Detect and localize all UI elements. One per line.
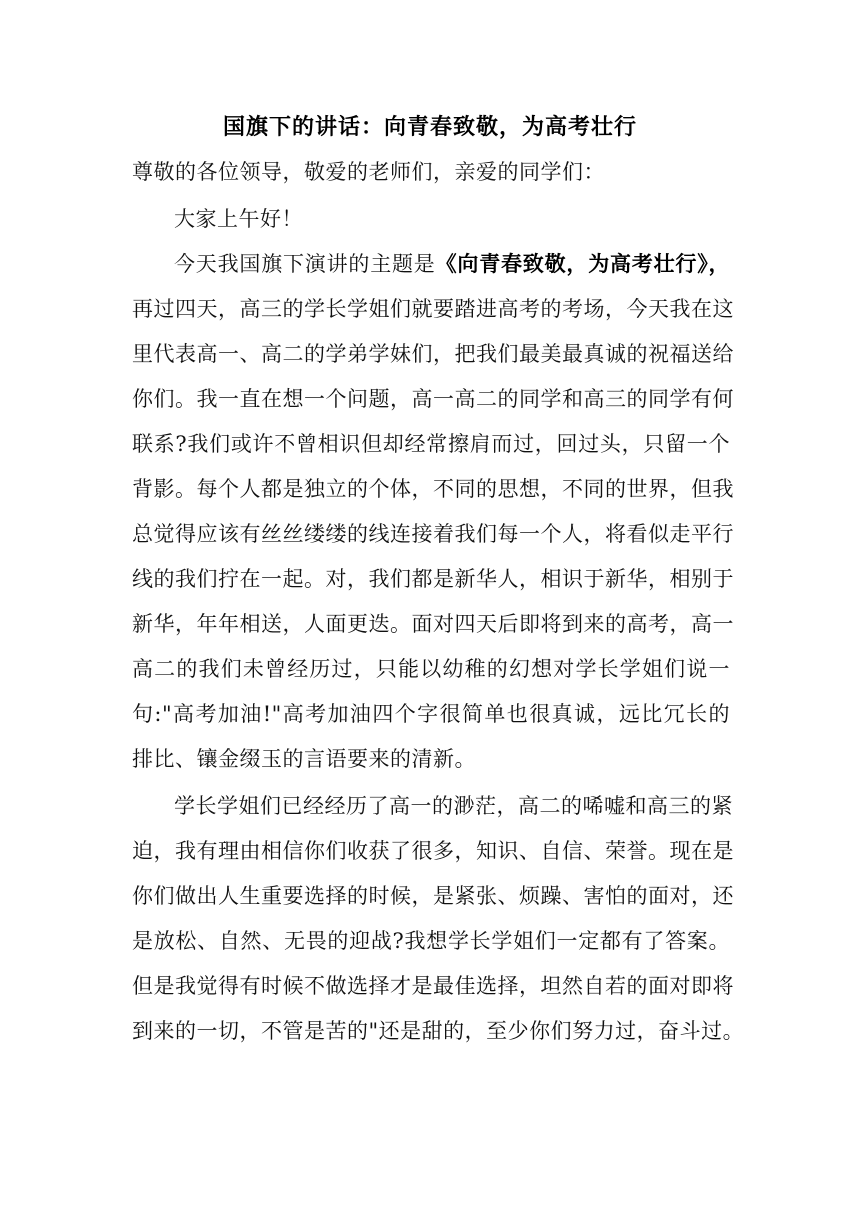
paragraph-1-line-2: 再过四天，高三的学长学姐们就要踏进高考的考场，今天我在这: [132, 297, 734, 321]
paragraph-2-line-5: 但是我觉得有时候不做选择才是最佳选择，坦然自若的面对即将: [132, 974, 734, 998]
salutation: 尊敬的各位领导，敬爱的老师们，亲爱的同学们：: [132, 160, 605, 184]
paragraph-1-line-10: 高二的我们未曾经历过，只能以幼稚的幻想对学长学姐们说一: [132, 657, 730, 681]
paragraph-2-line-1: 学长学姐们已经经历了高一的渺茫，高二的唏嘘和高三的紧: [174, 794, 733, 818]
paragraph-1-line-8: 线的我们拧在一起。对，我们都是新华人，相识于新华，相别于: [132, 567, 734, 591]
paragraph-1-line-7: 总觉得应该有丝丝缕缕的线连接着我们每一个人，将看似走平行: [132, 522, 734, 546]
greeting: 大家上午好！: [174, 207, 303, 231]
paragraph-2-line-4: 是放松、自然、无畏的迎战?我想学长学姐们一定都有了答案。: [132, 929, 730, 953]
paragraph-1-line-6: 背影。每个人都是独立的个体，不同的思想，不同的世界，但我: [132, 477, 734, 501]
paragraph-2-line-3: 你们做出人生重要选择的时候，是紧张、烦躁、害怕的面对，还: [132, 884, 734, 908]
paragraph-1-line-12: 排比、镶金缀玉的言语要来的清新。: [132, 747, 476, 771]
speech-topic-title: 《向青春致敬，为高考壮行》，: [435, 252, 731, 276]
paragraph-1-line-3: 里代表高一、高二的学弟学妹们，把我们最美最真诚的祝福送给: [132, 342, 734, 366]
paragraph-2-line-2: 迫，我有理由相信你们收获了很多，知识、自信、荣誉。现在是: [132, 839, 734, 863]
paragraph-1-line-5: 联系?我们或许不曾相识但却经常擦肩而过，回过头，只留一个: [132, 432, 730, 456]
document-title: 国旗下的讲话：向青春致敬，为高考壮行: [222, 115, 637, 140]
paragraph-2-line-6: 到来的一切，不管是苦的"还是甜的，至少你们努力过，奋斗过。: [132, 1019, 745, 1043]
paragraph-1-line-1: [174, 249, 730, 279]
paragraph-1-line-4: 你们。我一直在想一个问题，高一高二的同学和高三的同学有何: [132, 387, 734, 411]
paragraph-1-line-11: 句:"高考加油!"高考加油四个字很简单也很真诚，远比冗长的: [132, 702, 730, 726]
paragraph-1-line-9: 新华，年年相送，人面更迭。面对四天后即将到来的高考，高一: [132, 612, 734, 636]
speech-topic-intro: 今天我国旗下演讲的主题是: [174, 252, 436, 276]
